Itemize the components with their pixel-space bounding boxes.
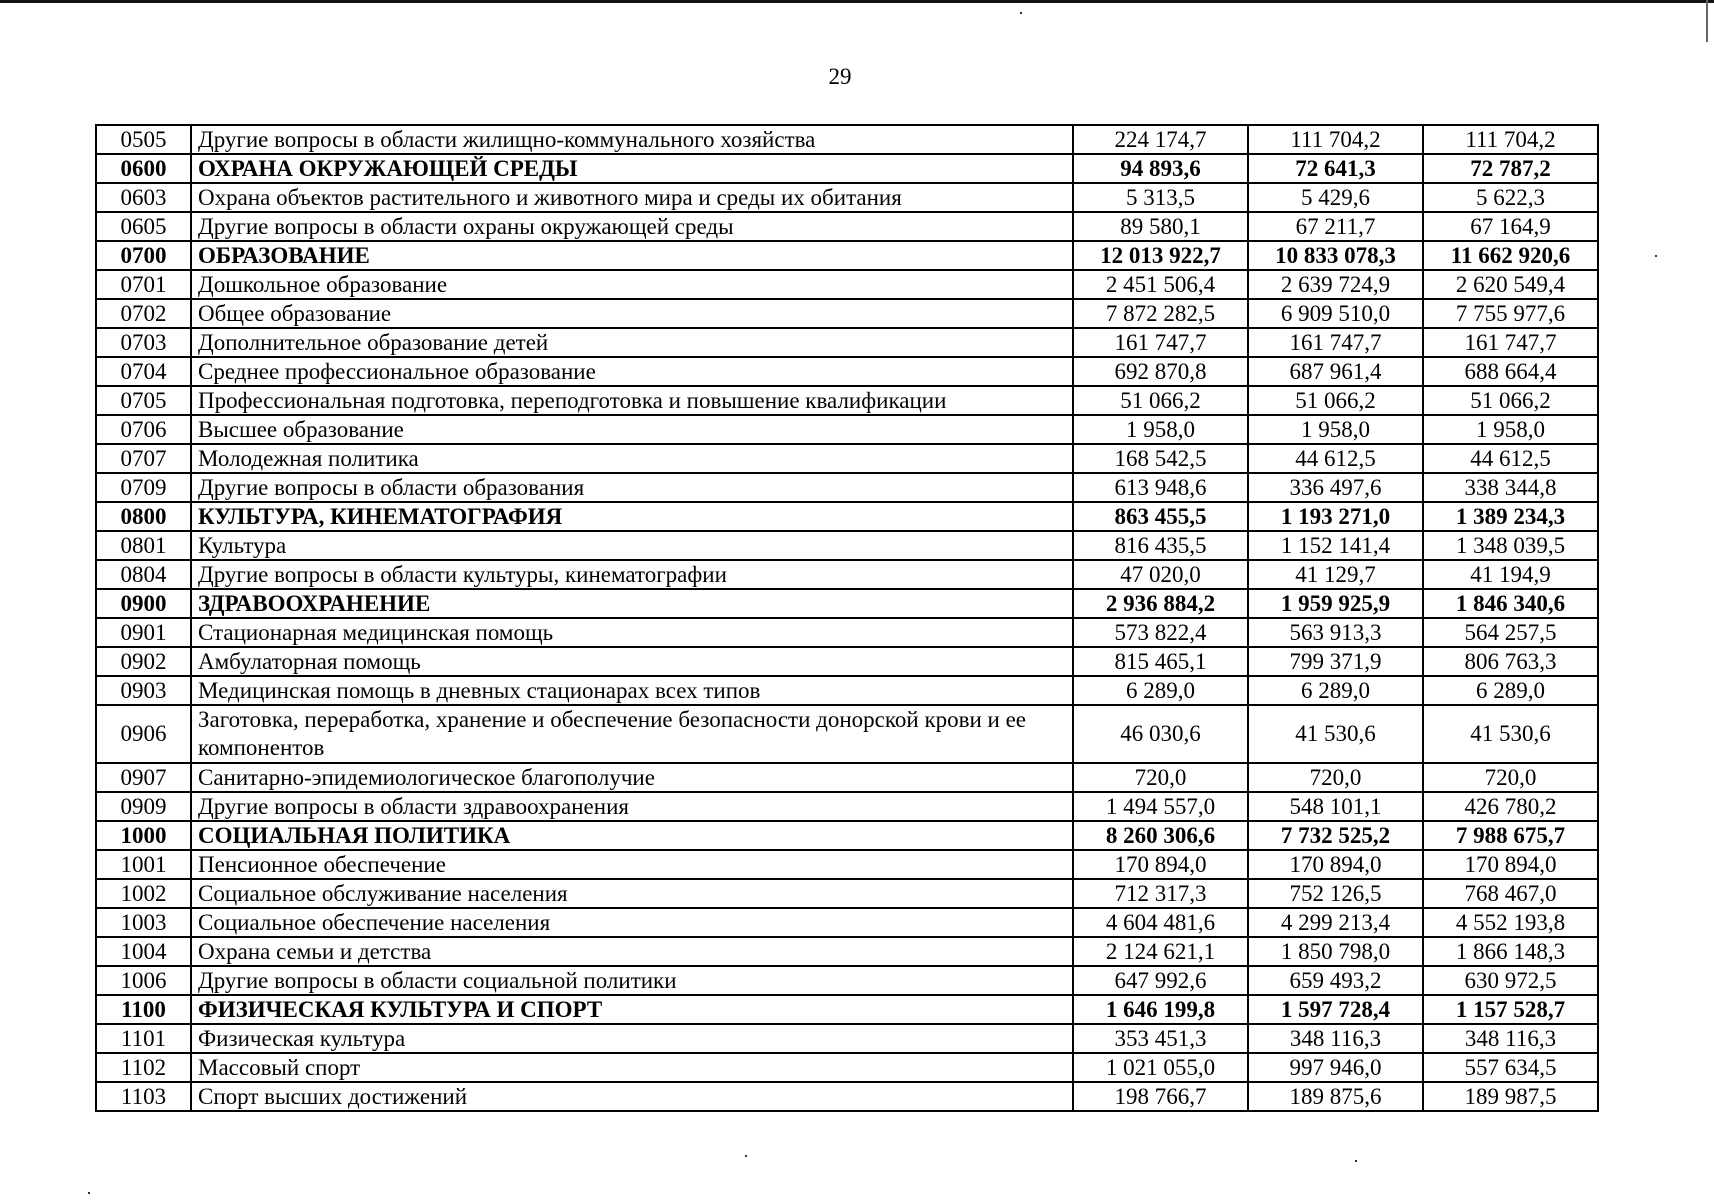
row-code: 0709 [96, 473, 191, 502]
row-value-3: 5 622,3 [1423, 183, 1598, 212]
row-value-2: 5 429,6 [1248, 183, 1423, 212]
row-value-2: 7 732 525,2 [1248, 821, 1423, 850]
row-name: СОЦИАЛЬНАЯ ПОЛИТИКА [191, 821, 1073, 850]
row-value-1: 1 646 199,8 [1073, 995, 1248, 1024]
row-code: 0900 [96, 589, 191, 618]
table-row [96, 647, 1598, 676]
row-value-3: 806 763,3 [1423, 647, 1598, 676]
row-name: Профессиональная подготовка, переподготовка и повышение квалификации [191, 386, 1073, 415]
row-name: Медицинская помощь в дневных стационарах всех типов [191, 676, 1073, 705]
row-name: Пенсионное обеспечение [191, 850, 1073, 879]
table-row [96, 705, 1598, 763]
row-value-2: 6 289,0 [1248, 676, 1423, 705]
row-value-3: 44 612,5 [1423, 444, 1598, 473]
row-value-1: 5 313,5 [1073, 183, 1248, 212]
row-code: 0701 [96, 270, 191, 299]
row-value-3: 170 894,0 [1423, 850, 1598, 879]
scan-edge-top [0, 0, 1714, 3]
row-name: ОБРАЗОВАНИЕ [191, 241, 1073, 270]
row-value-2: 997 946,0 [1248, 1053, 1423, 1082]
row-value-3: 630 972,5 [1423, 966, 1598, 995]
scan-speck [88, 1192, 90, 1194]
row-code: 0901 [96, 618, 191, 647]
row-value-1: 94 893,6 [1073, 154, 1248, 183]
row-value-1: 1 021 055,0 [1073, 1053, 1248, 1082]
row-value-1: 161 747,7 [1073, 328, 1248, 357]
row-value-3: 41 530,6 [1423, 705, 1598, 763]
table-row [96, 357, 1598, 386]
row-value-1: 353 451,3 [1073, 1024, 1248, 1053]
row-value-1: 51 066,2 [1073, 386, 1248, 415]
row-value-1: 1 494 557,0 [1073, 792, 1248, 821]
row-name: Общее образование [191, 299, 1073, 328]
row-value-1: 863 455,5 [1073, 502, 1248, 531]
row-value-3: 6 289,0 [1423, 676, 1598, 705]
row-name: Культура [191, 531, 1073, 560]
row-code: 0909 [96, 792, 191, 821]
table-row [96, 299, 1598, 328]
table-row [96, 270, 1598, 299]
row-value-1: 224 174,7 [1073, 125, 1248, 154]
row-value-1: 2 124 621,1 [1073, 937, 1248, 966]
table-row [96, 1082, 1598, 1111]
row-name: Охрана семьи и детства [191, 937, 1073, 966]
row-code: 0707 [96, 444, 191, 473]
row-value-2: 1 958,0 [1248, 415, 1423, 444]
table-row [96, 763, 1598, 792]
row-name: ФИЗИЧЕСКАЯ КУЛЬТУРА И СПОРТ [191, 995, 1073, 1024]
row-value-1: 89 580,1 [1073, 212, 1248, 241]
row-value-3: 161 747,7 [1423, 328, 1598, 357]
section-row [96, 821, 1598, 850]
row-code: 0906 [96, 705, 191, 763]
row-code: 0704 [96, 357, 191, 386]
row-value-3: 1 958,0 [1423, 415, 1598, 444]
row-name: Другие вопросы в области жилищно-коммунального хозяйства [191, 125, 1073, 154]
row-value-3: 11 662 920,6 [1423, 241, 1598, 270]
row-value-2: 1 959 925,9 [1248, 589, 1423, 618]
row-value-2: 548 101,1 [1248, 792, 1423, 821]
section-row [96, 589, 1598, 618]
row-value-2: 687 961,4 [1248, 357, 1423, 386]
row-value-3: 72 787,2 [1423, 154, 1598, 183]
row-code: 0702 [96, 299, 191, 328]
row-value-2: 161 747,7 [1248, 328, 1423, 357]
row-name: Спорт высших достижений [191, 1082, 1073, 1111]
row-value-3: 7 755 977,6 [1423, 299, 1598, 328]
row-value-2: 6 909 510,0 [1248, 299, 1423, 328]
table-row [96, 1024, 1598, 1053]
row-value-3: 51 066,2 [1423, 386, 1598, 415]
row-value-2: 1 193 271,0 [1248, 502, 1423, 531]
row-value-2: 659 493,2 [1248, 966, 1423, 995]
row-value-2: 1 597 728,4 [1248, 995, 1423, 1024]
row-name: Охрана объектов растительного и животного мира и среды их обитания [191, 183, 1073, 212]
row-value-1: 613 948,6 [1073, 473, 1248, 502]
row-code: 1001 [96, 850, 191, 879]
table-row [96, 937, 1598, 966]
table-row [96, 1053, 1598, 1082]
row-code: 1003 [96, 908, 191, 937]
table-row [96, 183, 1598, 212]
row-value-1: 647 992,6 [1073, 966, 1248, 995]
row-code: 0603 [96, 183, 191, 212]
row-name: Среднее профессиональное образование [191, 357, 1073, 386]
row-value-1: 47 020,0 [1073, 560, 1248, 589]
row-value-3: 348 116,3 [1423, 1024, 1598, 1053]
row-value-3: 564 257,5 [1423, 618, 1598, 647]
table-row [96, 212, 1598, 241]
budget-table-body [96, 125, 1598, 1111]
row-code: 0505 [96, 125, 191, 154]
row-value-2: 44 612,5 [1248, 444, 1423, 473]
row-value-2: 111 704,2 [1248, 125, 1423, 154]
row-value-3: 1 846 340,6 [1423, 589, 1598, 618]
scan-speck [1020, 12, 1022, 14]
row-value-1: 168 542,5 [1073, 444, 1248, 473]
row-value-1: 573 822,4 [1073, 618, 1248, 647]
table-row [96, 966, 1598, 995]
row-value-2: 799 371,9 [1248, 647, 1423, 676]
table-row [96, 560, 1598, 589]
table-row [96, 908, 1598, 937]
row-value-3: 189 987,5 [1423, 1082, 1598, 1111]
row-code: 0903 [96, 676, 191, 705]
row-code: 0706 [96, 415, 191, 444]
row-value-2: 41 129,7 [1248, 560, 1423, 589]
row-value-1: 692 870,8 [1073, 357, 1248, 386]
table-row [96, 792, 1598, 821]
scan-edge-right [1706, 0, 1708, 42]
row-code: 1101 [96, 1024, 191, 1053]
row-value-2: 189 875,6 [1248, 1082, 1423, 1111]
row-code: 0700 [96, 241, 191, 270]
row-name: Высшее образование [191, 415, 1073, 444]
row-value-3: 688 664,4 [1423, 357, 1598, 386]
row-name: ОХРАНА ОКРУЖАЮЩЕЙ СРЕДЫ [191, 154, 1073, 183]
row-value-3: 1 389 234,3 [1423, 502, 1598, 531]
scan-speck [1355, 1160, 1357, 1162]
row-value-1: 8 260 306,6 [1073, 821, 1248, 850]
section-row [96, 154, 1598, 183]
table-row [96, 473, 1598, 502]
row-code: 1000 [96, 821, 191, 850]
row-value-1: 46 030,6 [1073, 705, 1248, 763]
row-code: 0804 [96, 560, 191, 589]
row-name: Дошкольное образование [191, 270, 1073, 299]
table-row [96, 879, 1598, 908]
row-code: 1006 [96, 966, 191, 995]
row-value-1: 816 435,5 [1073, 531, 1248, 560]
row-value-1: 170 894,0 [1073, 850, 1248, 879]
row-name: Другие вопросы в области охраны окружающей среды [191, 212, 1073, 241]
row-name: Социальное обеспечение населения [191, 908, 1073, 937]
row-value-1: 1 958,0 [1073, 415, 1248, 444]
row-value-2: 1 152 141,4 [1248, 531, 1423, 560]
row-value-1: 4 604 481,6 [1073, 908, 1248, 937]
scan-speck [745, 1155, 747, 1157]
scan-speck [1655, 255, 1657, 257]
row-value-1: 7 872 282,5 [1073, 299, 1248, 328]
row-name: Другие вопросы в области здравоохранения [191, 792, 1073, 821]
page-number: 29 [828, 64, 852, 89]
table-row [96, 444, 1598, 473]
row-value-2: 170 894,0 [1248, 850, 1423, 879]
row-value-3: 1 866 148,3 [1423, 937, 1598, 966]
table-row [96, 328, 1598, 357]
row-value-2: 67 211,7 [1248, 212, 1423, 241]
row-code: 1102 [96, 1053, 191, 1082]
row-name: Другие вопросы в области культуры, кинематографии [191, 560, 1073, 589]
row-value-2: 41 530,6 [1248, 705, 1423, 763]
row-code: 0600 [96, 154, 191, 183]
row-value-2: 348 116,3 [1248, 1024, 1423, 1053]
row-name: КУЛЬТУРА, КИНЕМАТОГРАФИЯ [191, 502, 1073, 531]
row-value-2: 2 639 724,9 [1248, 270, 1423, 299]
row-value-3: 111 704,2 [1423, 125, 1598, 154]
row-code: 0800 [96, 502, 191, 531]
table-row [96, 125, 1598, 154]
row-code: 0605 [96, 212, 191, 241]
table-row [96, 676, 1598, 705]
row-value-2: 752 126,5 [1248, 879, 1423, 908]
table-row [96, 618, 1598, 647]
row-value-2: 4 299 213,4 [1248, 908, 1423, 937]
row-value-3: 426 780,2 [1423, 792, 1598, 821]
row-value-3: 41 194,9 [1423, 560, 1598, 589]
row-value-1: 712 317,3 [1073, 879, 1248, 908]
row-name: Социальное обслуживание населения [191, 879, 1073, 908]
row-name: Дополнительное образование детей [191, 328, 1073, 357]
row-value-1: 2 936 884,2 [1073, 589, 1248, 618]
row-code: 0902 [96, 647, 191, 676]
row-code: 0705 [96, 386, 191, 415]
row-code: 0801 [96, 531, 191, 560]
row-value-1: 2 451 506,4 [1073, 270, 1248, 299]
row-code: 1100 [96, 995, 191, 1024]
row-value-2: 51 066,2 [1248, 386, 1423, 415]
row-name: Стационарная медицинская помощь [191, 618, 1073, 647]
row-value-3: 720,0 [1423, 763, 1598, 792]
table-row [96, 850, 1598, 879]
row-value-3: 768 467,0 [1423, 879, 1598, 908]
row-value-2: 10 833 078,3 [1248, 241, 1423, 270]
row-name: Массовый спорт [191, 1053, 1073, 1082]
table-row [96, 531, 1598, 560]
section-row [96, 502, 1598, 531]
row-value-1: 6 289,0 [1073, 676, 1248, 705]
section-row [96, 241, 1598, 270]
row-value-2: 336 497,6 [1248, 473, 1423, 502]
row-value-3: 4 552 193,8 [1423, 908, 1598, 937]
row-name: Другие вопросы в области образования [191, 473, 1073, 502]
row-name: Физическая культура [191, 1024, 1073, 1053]
row-value-3: 7 988 675,7 [1423, 821, 1598, 850]
row-code: 1002 [96, 879, 191, 908]
table-row [96, 386, 1598, 415]
row-code: 0907 [96, 763, 191, 792]
row-code: 0703 [96, 328, 191, 357]
row-value-2: 72 641,3 [1248, 154, 1423, 183]
row-name: Санитарно-эпидемиологическое благополучие [191, 763, 1073, 792]
row-code: 1103 [96, 1082, 191, 1111]
row-value-3: 67 164,9 [1423, 212, 1598, 241]
row-value-3: 557 634,5 [1423, 1053, 1598, 1082]
row-name: Молодежная политика [191, 444, 1073, 473]
row-value-2: 720,0 [1248, 763, 1423, 792]
row-code: 1004 [96, 937, 191, 966]
row-name: ЗДРАВООХРАНЕНИЕ [191, 589, 1073, 618]
row-value-3: 338 344,8 [1423, 473, 1598, 502]
row-value-3: 1 348 039,5 [1423, 531, 1598, 560]
row-name: Другие вопросы в области социальной политики [191, 966, 1073, 995]
row-value-1: 720,0 [1073, 763, 1248, 792]
section-row [96, 995, 1598, 1024]
row-value-1: 815 465,1 [1073, 647, 1248, 676]
row-value-1: 12 013 922,7 [1073, 241, 1248, 270]
row-name: Амбулаторная помощь [191, 647, 1073, 676]
budget-table [95, 124, 1599, 1112]
row-value-2: 563 913,3 [1248, 618, 1423, 647]
row-value-3: 1 157 528,7 [1423, 995, 1598, 1024]
row-value-1: 198 766,7 [1073, 1082, 1248, 1111]
table-row [96, 415, 1598, 444]
row-name: Заготовка, переработка, хранение и обеспечение безопасности донорской крови и ее компонентов [191, 705, 1073, 763]
row-value-2: 1 850 798,0 [1248, 937, 1423, 966]
row-value-3: 2 620 549,4 [1423, 270, 1598, 299]
